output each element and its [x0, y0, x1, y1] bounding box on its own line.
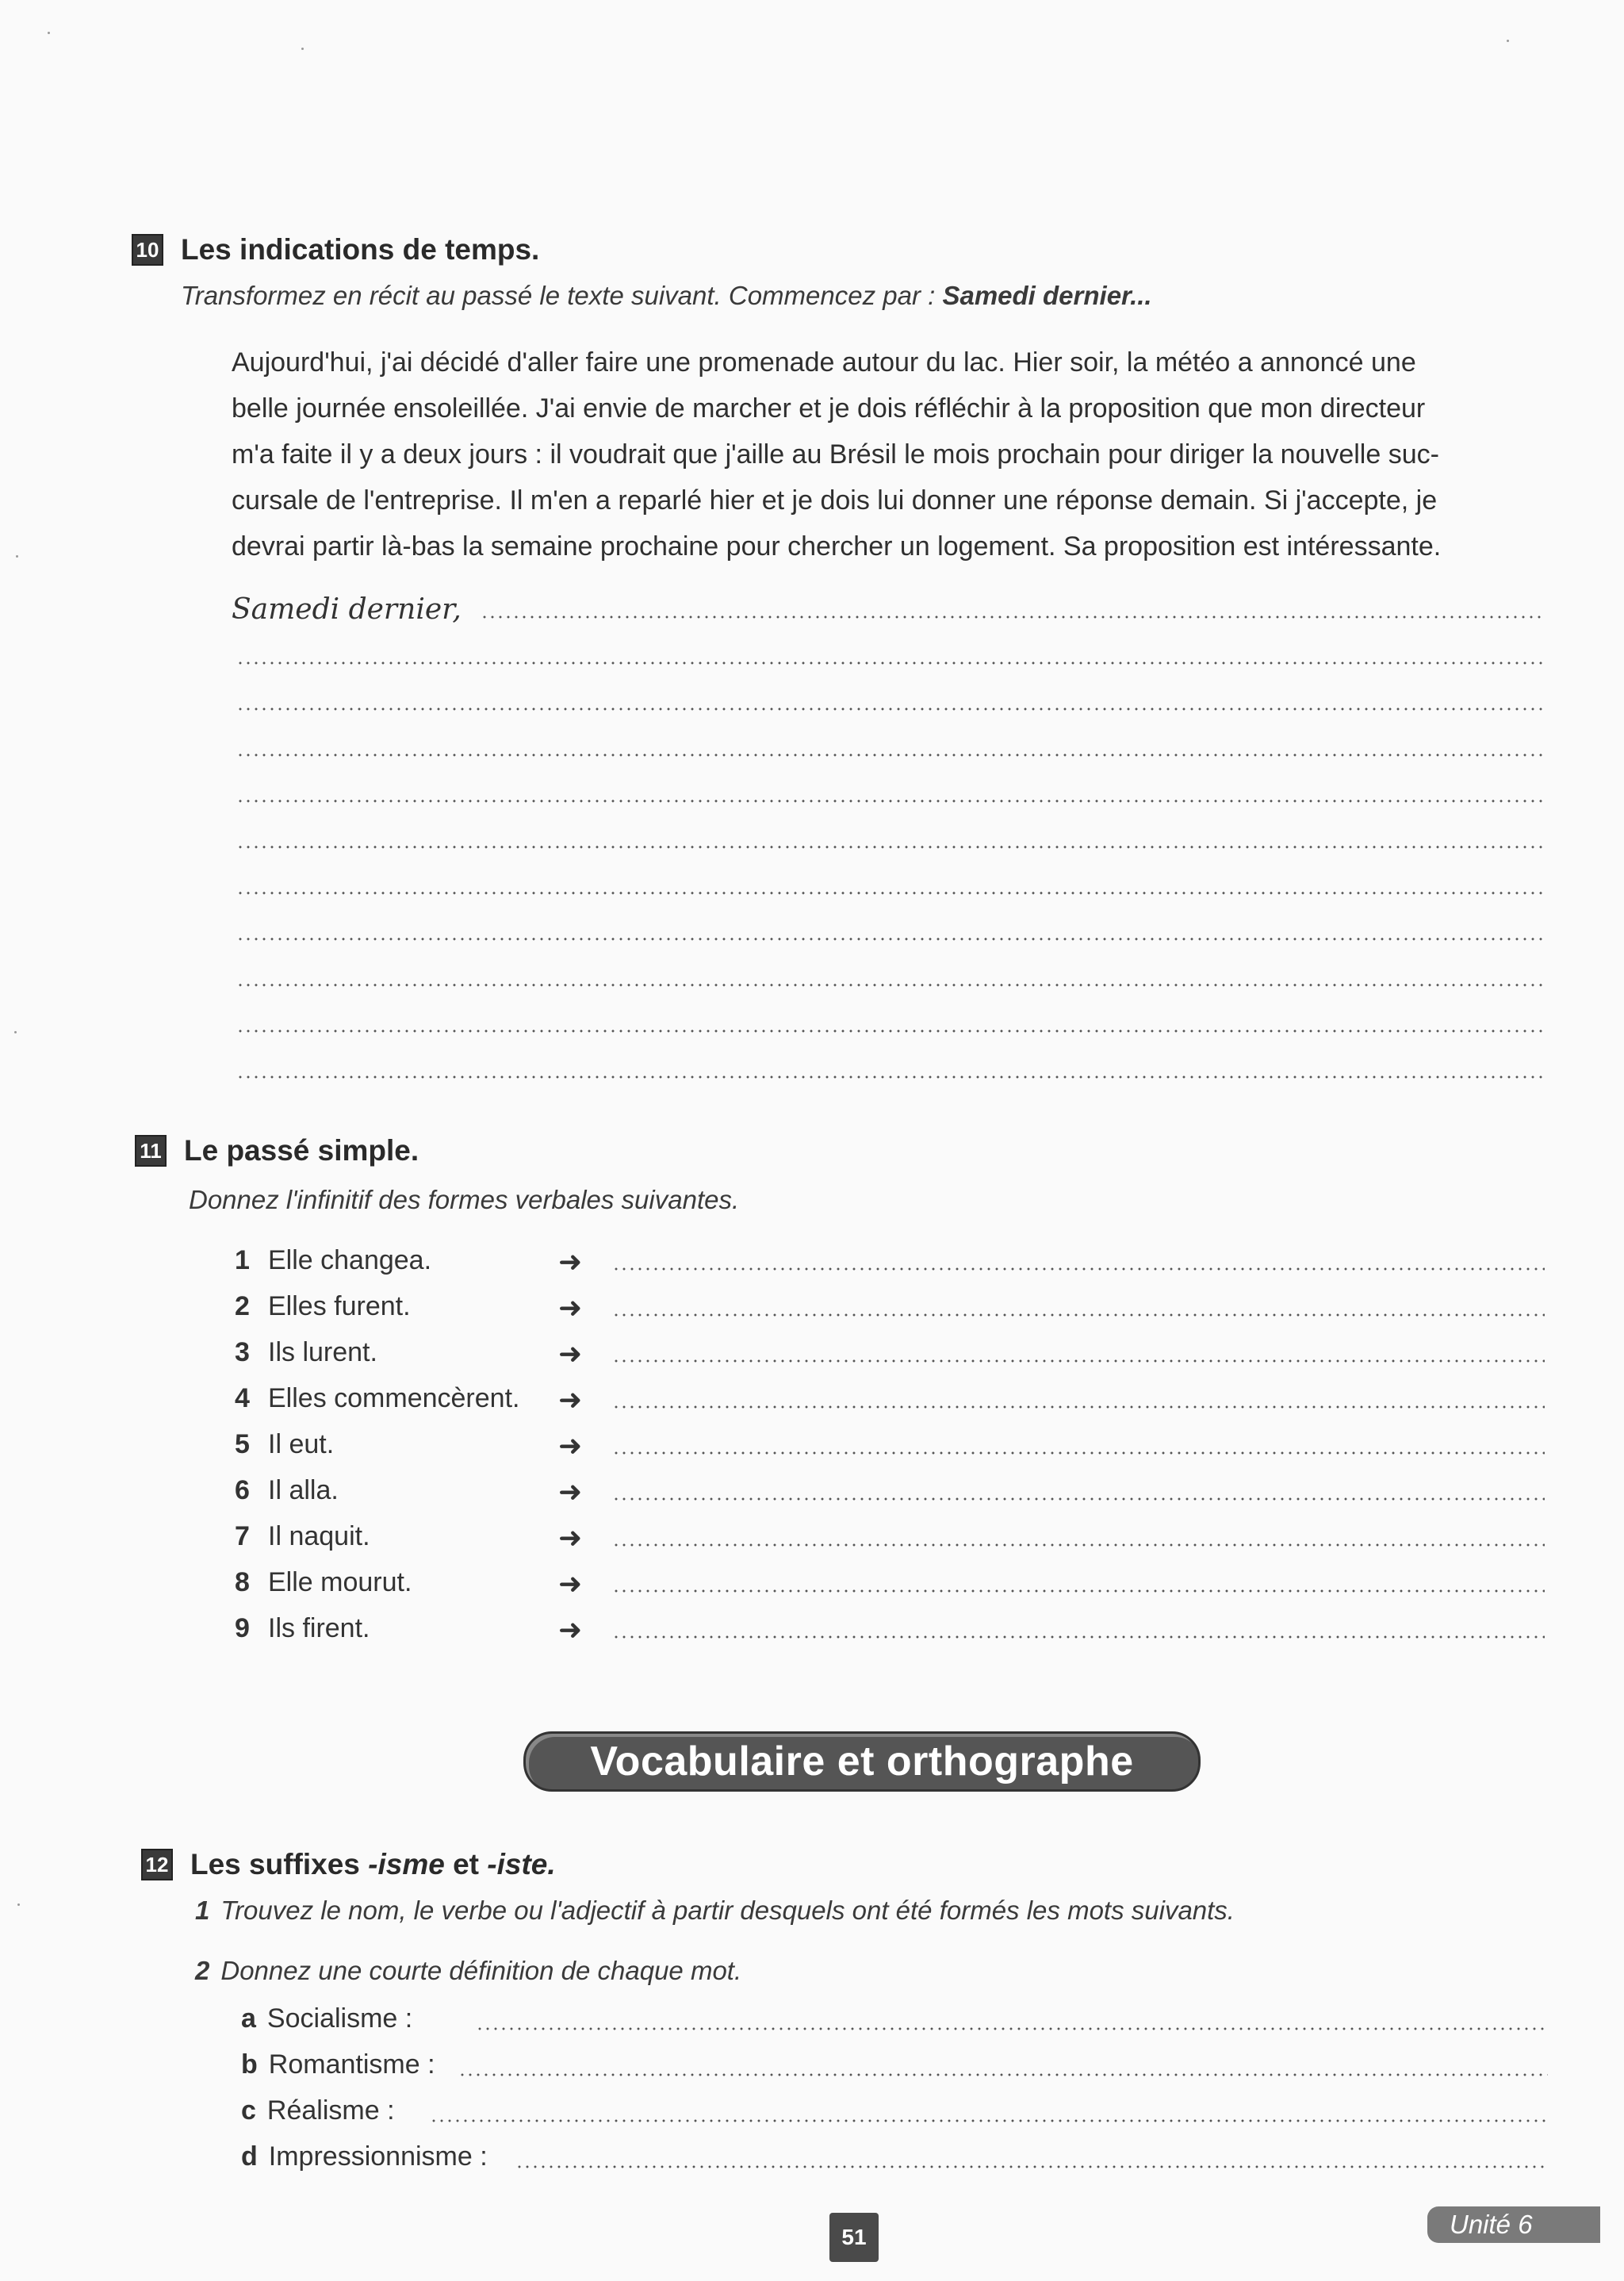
- page-number: 51: [829, 2213, 879, 2262]
- answer-line[interactable]: [612, 1313, 1545, 1317]
- section-banner: Vocabulaire et orthographe: [523, 1731, 1201, 1792]
- answer-line[interactable]: [515, 2165, 1548, 2168]
- exercise-title: Le passé simple.: [184, 1134, 419, 1167]
- arrow-right-icon: ➜: [558, 1429, 583, 1462]
- arrow-right-icon: ➜: [558, 1337, 583, 1370]
- answer-line[interactable]: [236, 753, 1543, 757]
- exercise-10-instruction: Transformez en récit au passé le texte suivant. Commencez par : Samedi dernier...: [181, 281, 1152, 310]
- exercise-12-header: [141, 1848, 556, 1881]
- unit-tab: Unité 6: [1427, 2206, 1600, 2243]
- paragraph-line: Aujourd'hui, j'ai décidé d'aller faire une promenade autour du lac. Hier soir, la météo a annoncé une: [232, 347, 1416, 378]
- answer-line[interactable]: [612, 1451, 1545, 1455]
- question-2: 2 Donnez une courte définition de chaque mot.: [195, 1956, 742, 1985]
- definition-item: a Socialisme :: [241, 2003, 413, 2034]
- exercise-number-badge: 12: [141, 1849, 173, 1880]
- arrow-right-icon: ➜: [558, 1383, 583, 1416]
- answer-line[interactable]: [236, 1029, 1543, 1033]
- arrow-right-icon: ➜: [558, 1521, 583, 1554]
- question-1: 1 Trouvez le nom, le verbe ou l'adjectif à partir desquels ont été formés les mots suivants.: [195, 1896, 1235, 1925]
- answer-line[interactable]: [612, 1267, 1545, 1271]
- answer-line[interactable]: [430, 2119, 1548, 2122]
- answer-line[interactable]: [612, 1405, 1545, 1409]
- exercise-title: Les indications de temps.: [181, 233, 540, 266]
- answer-line[interactable]: [236, 845, 1543, 849]
- answer-line[interactable]: [236, 661, 1543, 665]
- answer-line[interactable]: [236, 799, 1543, 803]
- answer-line[interactable]: [236, 1075, 1543, 1079]
- paragraph-line: m'a faite il y a deux jours : il voudrait que j'aille au Brésil le mois prochain pour diriger la nouvelle suc-: [232, 439, 1439, 470]
- answer-line[interactable]: [236, 891, 1543, 895]
- arrow-right-icon: ➜: [558, 1291, 583, 1324]
- paragraph-line: devrai partir là-bas la semaine prochaine pour chercher un logement. Sa proposition est intéressante.: [232, 531, 1442, 562]
- exercise-10-header: [132, 233, 539, 266]
- exercise-number-badge: 11: [135, 1135, 167, 1167]
- handwritten-answer-start: Samedi dernier,: [232, 593, 462, 626]
- answer-line[interactable]: [612, 1497, 1545, 1501]
- paragraph-line: cursale de l'entreprise. Il m'en a reparlé hier et je dois lui donner une réponse demain. Si j'accepte, je: [232, 485, 1438, 516]
- exercise-11-instruction: Donnez l'infinitif des formes verbales suivantes.: [189, 1185, 740, 1214]
- answer-line[interactable]: [458, 2073, 1548, 2076]
- arrow-right-icon: ➜: [558, 1613, 583, 1646]
- arrow-right-icon: ➜: [558, 1475, 583, 1508]
- exercise-title: Les suffixes -isme et -iste.: [190, 1848, 556, 1880]
- definition-item: c Réalisme :: [241, 2095, 395, 2126]
- answer-line[interactable]: [236, 707, 1543, 711]
- definition-item: b Romantisme :: [241, 2049, 435, 2080]
- exercise-11-header: [135, 1134, 419, 1167]
- answer-line[interactable]: [612, 1359, 1545, 1363]
- answer-line[interactable]: [612, 1589, 1545, 1593]
- answer-line[interactable]: [612, 1635, 1545, 1639]
- definition-item: d Impressionnisme :: [241, 2141, 488, 2172]
- exercise-number-badge: 10: [132, 234, 163, 266]
- arrow-right-icon: ➜: [558, 1567, 583, 1600]
- answer-line[interactable]: [476, 2027, 1548, 2030]
- arrow-right-icon: ➜: [558, 1245, 583, 1278]
- exercise-10-text: [232, 339, 1548, 569]
- answer-line[interactable]: [481, 615, 1543, 619]
- answer-line[interactable]: [236, 983, 1543, 987]
- answer-line[interactable]: [612, 1543, 1545, 1547]
- instruction-keyword: Samedi dernier...: [942, 281, 1152, 310]
- answer-line[interactable]: [236, 937, 1543, 941]
- paragraph-line: belle journée ensoleillée. J'ai envie de marcher et je dois réfléchir à la proposition que mon directeur: [232, 393, 1426, 424]
